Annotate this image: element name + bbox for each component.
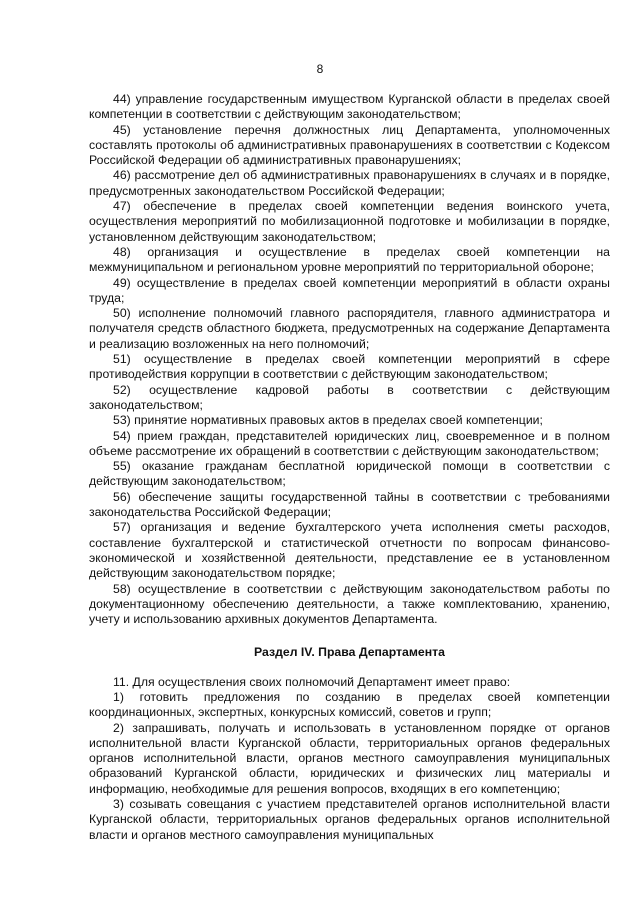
list-item: 2) запрашивать, получать и использовать в установленном порядке от органов исполнительной власти Курганской области, территориальных органов федеральных органов исполнительной власти, органов местного самоуправления муниципальных образований Курганской области, юридических и физических лиц материалы и информацию, необходимые для решения вопросов, входящих в его компетенцию; [89, 720, 610, 796]
list-item: 50) исполнение полномочий главного распорядителя, главного администратора и получателя средств областного бюджета, предусмотренных на содержание Департамента и реализацию возложенных на него полномочий; [89, 306, 610, 351]
page-number: 8 [316, 62, 324, 76]
list-item: 3) созывать совещания с участием представителей органов исполнительной власти Курганской области, территориальных органов федеральных органов исполнительной власти и органов местного самоуправления муниципальных [89, 797, 610, 842]
list-item: 46) рассмотрение дел об административных правонарушениях в случаях и в порядке, предусмотренных законодательством Российской Федерации; [89, 168, 610, 198]
paragraph: 11. Для осуществления своих полномочий Департамент имеет право: [113, 674, 511, 689]
document-body [89, 92, 610, 843]
list-item: 51) осуществление в пределах своей компетенции мероприятий в сфере противодействия коррупции в соответствии с действующим законодательством; [89, 352, 610, 382]
list-item: 49) осуществление в пределах своей компетенции мероприятий в области охраны труда; [89, 275, 610, 305]
list-item: 52) осуществление кадровой работы в соответствии с действующим законодательством; [89, 382, 610, 412]
list-item: 48) организация и осуществление в пределах своей компетенции на межмуниципальном и региональном уровне мероприятий по территориальной обороне; [89, 244, 610, 275]
list-item: 55) оказание гражданам бесплатной юридической помощи в соответствии с действующим законодательством; [89, 459, 610, 489]
list-item: 57) организация и ведение бухгалтерского учета исполнения сметы расходов, составление бухгалтерской и статистической отчетности по вопросам финансово-экономической и хозяйственной деятельности, представление ее в установленном действующим законодательством порядке; [89, 520, 610, 581]
list-item: 1) готовить предложения по созданию в пределах своей компетенции координационных, экспертных, конкурсных комиссий, советов и групп; [89, 689, 610, 720]
list-item: 44) управление государственным имуществом Курганской области в пределах своей компетенции в соответствии с действующим законодательством; [89, 92, 610, 122]
list-item: 54) прием граждан, представителей юридических лиц, своевременное и в полном объеме рассмотрение их обращений в соответствии с действующим законодательством; [89, 428, 610, 458]
list-item: 47) обеспечение в пределах своей компетенции ведения воинского учета, осуществления мероприятий по мобилизационной подготовке и мобилизации в порядке, установленном действующим законодательством; [89, 199, 610, 244]
list-item: 45) установление перечня должностных лиц Департамента, уполномоченных составлять протоколы об административных правонарушениях в соответствии с Кодексом Российской Федерации об административных правонарушениях; [89, 122, 610, 168]
section-heading: Раздел IV. Права Департамента [254, 645, 445, 660]
list-item: 53) принятие нормативных правовых актов в пределах своей компетенции; [113, 413, 543, 428]
list-item: 58) осуществление в соответствии с действующим законодательством работы по документационному обеспечению деятельности, а также комплектованию, хранению, учету и использованию архивных документов Департамента. [89, 581, 610, 627]
list-item: 56) обеспечение защиты государственной тайны в соответствии с требованиями законодательства Российской Федерации; [89, 489, 610, 520]
